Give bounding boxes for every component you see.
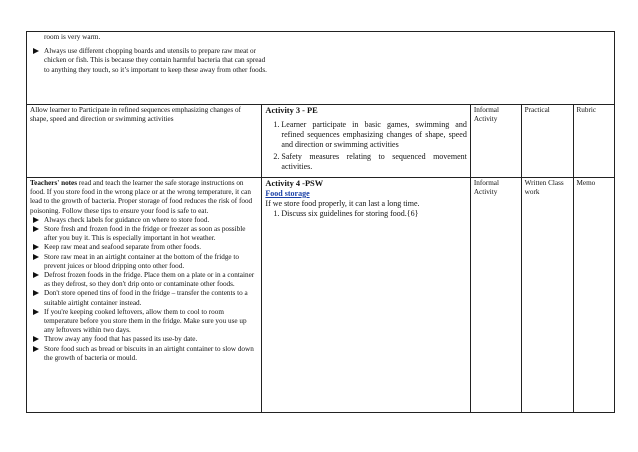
arrow-bullet-icon	[33, 346, 39, 352]
rubric-cell: Memo	[573, 178, 615, 413]
list-item: Always use different chopping boards and utensils to prepare raw meat or chicken or fish. This is because they contain harmful bacteria that can spread to anything they touch, so it’s important to keep these away from other foods.	[44, 47, 268, 75]
table-row	[27, 178, 615, 413]
assessment-form-cell: Informal Activity	[470, 105, 521, 178]
table-row	[27, 32, 615, 105]
list-item: Keep raw meat and seafood separate from other foods.	[44, 243, 258, 252]
notes-intro: Teachers' notes read and teach the learner the safe storage instructions on food. If you store food in the wrong place or at the wrong temperature, it can lead to the growth of bacteria. Proper storage of food reduces the risk of food poisoning. Follow these tips to ensure your food is safe to eat.	[30, 179, 253, 215]
activity-cell	[262, 178, 470, 413]
activity-title: Activity 3 - PE	[265, 106, 318, 115]
activity-intro: If we store food properly, it can last a long time.	[265, 199, 420, 208]
rubric-cell: Rubric	[573, 105, 615, 178]
lesson-plan-table	[26, 31, 615, 413]
arrow-bullet-icon	[33, 217, 39, 223]
list-item: Don't store opened tins of food in the fridge – transfer the contents to a suitable airtight container instead.	[44, 289, 258, 307]
assessment-tool-cell: Written Class work	[521, 178, 573, 413]
assessment-tool-cell: Practical	[521, 105, 573, 178]
objective-cell: Allow learner to Participate in refined sequences emphasizing changes of shape, speed and direction or swimming activities	[27, 105, 262, 178]
arrow-bullet-icon	[33, 254, 39, 260]
activity-list	[265, 120, 466, 172]
list-item: 1. Learner participate in basic games, swimming and refined sequences emphasizing changes of shape, speed and direction or swimming activities	[281, 120, 466, 151]
list-item: 2. Safety measures relating to sequenced movement activities.	[281, 152, 466, 172]
list-item: Store food such as bread or biscuits in an airtight container to slow down the growth of bacteria or mould.	[44, 345, 258, 363]
assessment-form-cell: Informal Activity	[470, 178, 521, 413]
list-item: Store raw meat in an airtight container at the bottom of the fridge to prevent juices or blood dripping onto other food.	[44, 253, 258, 271]
list-item: Defrost frozen foods in the fridge. Place them on a plate or in a container as they defrost, so they don't drip onto or contaminate other foods.	[44, 271, 258, 289]
arrow-bullet-icon	[33, 226, 39, 232]
table-row	[27, 105, 615, 178]
list-item: 1. Discuss six guidelines for storing food.{6}	[281, 209, 466, 219]
list-item: If you're keeping cooked leftovers, allow them to cool to room temperature before you store them in the fridge. Make sure you use up any leftovers within two days.	[44, 308, 258, 336]
activity-list	[265, 209, 466, 219]
activity-title: Activity 4 -PSW	[265, 179, 324, 188]
bullet-list	[30, 47, 268, 75]
arrow-bullet-icon	[33, 272, 39, 278]
continued-notes-cell	[27, 32, 615, 105]
arrow-bullet-icon	[33, 244, 39, 250]
bullet-list	[30, 216, 258, 363]
teachers-notes-cell	[27, 178, 262, 413]
list-item: Store fresh and frozen food in the fridge or freezer as soon as possible after you buy it. This is especially important in hot weather.	[44, 225, 258, 243]
arrow-bullet-icon	[33, 290, 39, 296]
arrow-bullet-icon	[33, 336, 39, 342]
list-item: Always check labels for guidance on where to store food.	[44, 216, 258, 225]
arrow-bullet-icon	[33, 309, 39, 315]
continued-text: room is very warm.	[44, 33, 101, 41]
list-item: Throw away any food that has passed its use-by date.	[44, 335, 258, 344]
topic-link[interactable]: Food storage	[265, 189, 310, 198]
arrow-bullet-icon	[33, 48, 39, 54]
activity-cell	[262, 105, 470, 178]
